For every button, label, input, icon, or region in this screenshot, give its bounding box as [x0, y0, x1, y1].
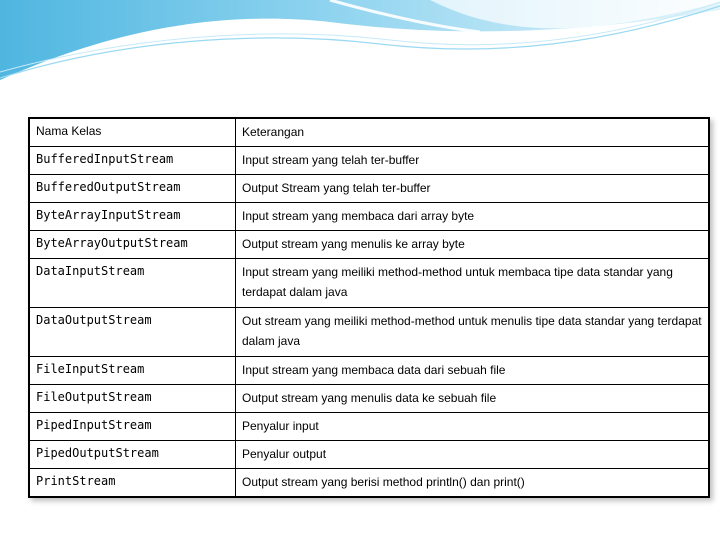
- table-row: [29, 357, 709, 385]
- description-cell: Output Stream yang telah ter-buffer: [236, 175, 710, 203]
- description-cell: Input stream yang telah ter-buffer: [236, 147, 710, 175]
- class-name-cell: FileInputStream: [29, 357, 236, 385]
- description-cell: Output stream yang menulis ke array byte: [236, 231, 710, 259]
- class-name-cell: PipedInputStream: [29, 413, 236, 441]
- table-row: [29, 469, 709, 498]
- description-cell: Penyalur output: [236, 441, 710, 469]
- table-row: [29, 413, 709, 441]
- header-nama-kelas: Nama Kelas: [29, 118, 236, 147]
- class-name-cell: PrintStream: [29, 469, 236, 498]
- table-row: [29, 385, 709, 413]
- io-stream-table-container: [28, 117, 710, 498]
- description-cell: Input stream yang membaca dari array byte: [236, 203, 710, 231]
- decorative-wave-banner: [0, 0, 720, 90]
- table-row: [29, 203, 709, 231]
- class-name-cell: FileOutputStream: [29, 385, 236, 413]
- description-cell: Input stream yang meiliki method-method untuk membaca tipe data standar yang terdapat dalam java: [236, 259, 710, 308]
- table-row: [29, 231, 709, 259]
- description-cell: Penyalur input: [236, 413, 710, 441]
- table-row: [29, 259, 709, 308]
- class-name-cell: ByteArrayOutputStream: [29, 231, 236, 259]
- class-name-cell: DataOutputStream: [29, 308, 236, 357]
- class-name-cell: ByteArrayInputStream: [29, 203, 236, 231]
- table-row: [29, 175, 709, 203]
- table-row: [29, 308, 709, 357]
- class-name-cell: BufferedInputStream: [29, 147, 236, 175]
- description-cell: Output stream yang berisi method println() dan print(): [236, 469, 710, 498]
- description-cell: Input stream yang membaca data dari sebuah file: [236, 357, 710, 385]
- table-header-row: [29, 118, 709, 147]
- description-cell: Out stream yang meiliki method-method untuk menulis tipe data standar yang terdapat dalam java: [236, 308, 710, 357]
- table-row: [29, 147, 709, 175]
- header-keterangan: Keterangan: [236, 118, 710, 147]
- description-cell: Output stream yang menulis data ke sebuah file: [236, 385, 710, 413]
- table-row: [29, 441, 709, 469]
- io-stream-class-table: [28, 117, 710, 498]
- class-name-cell: BufferedOutputStream: [29, 175, 236, 203]
- class-name-cell: DataInputStream: [29, 259, 236, 308]
- class-name-cell: PipedOutputStream: [29, 441, 236, 469]
